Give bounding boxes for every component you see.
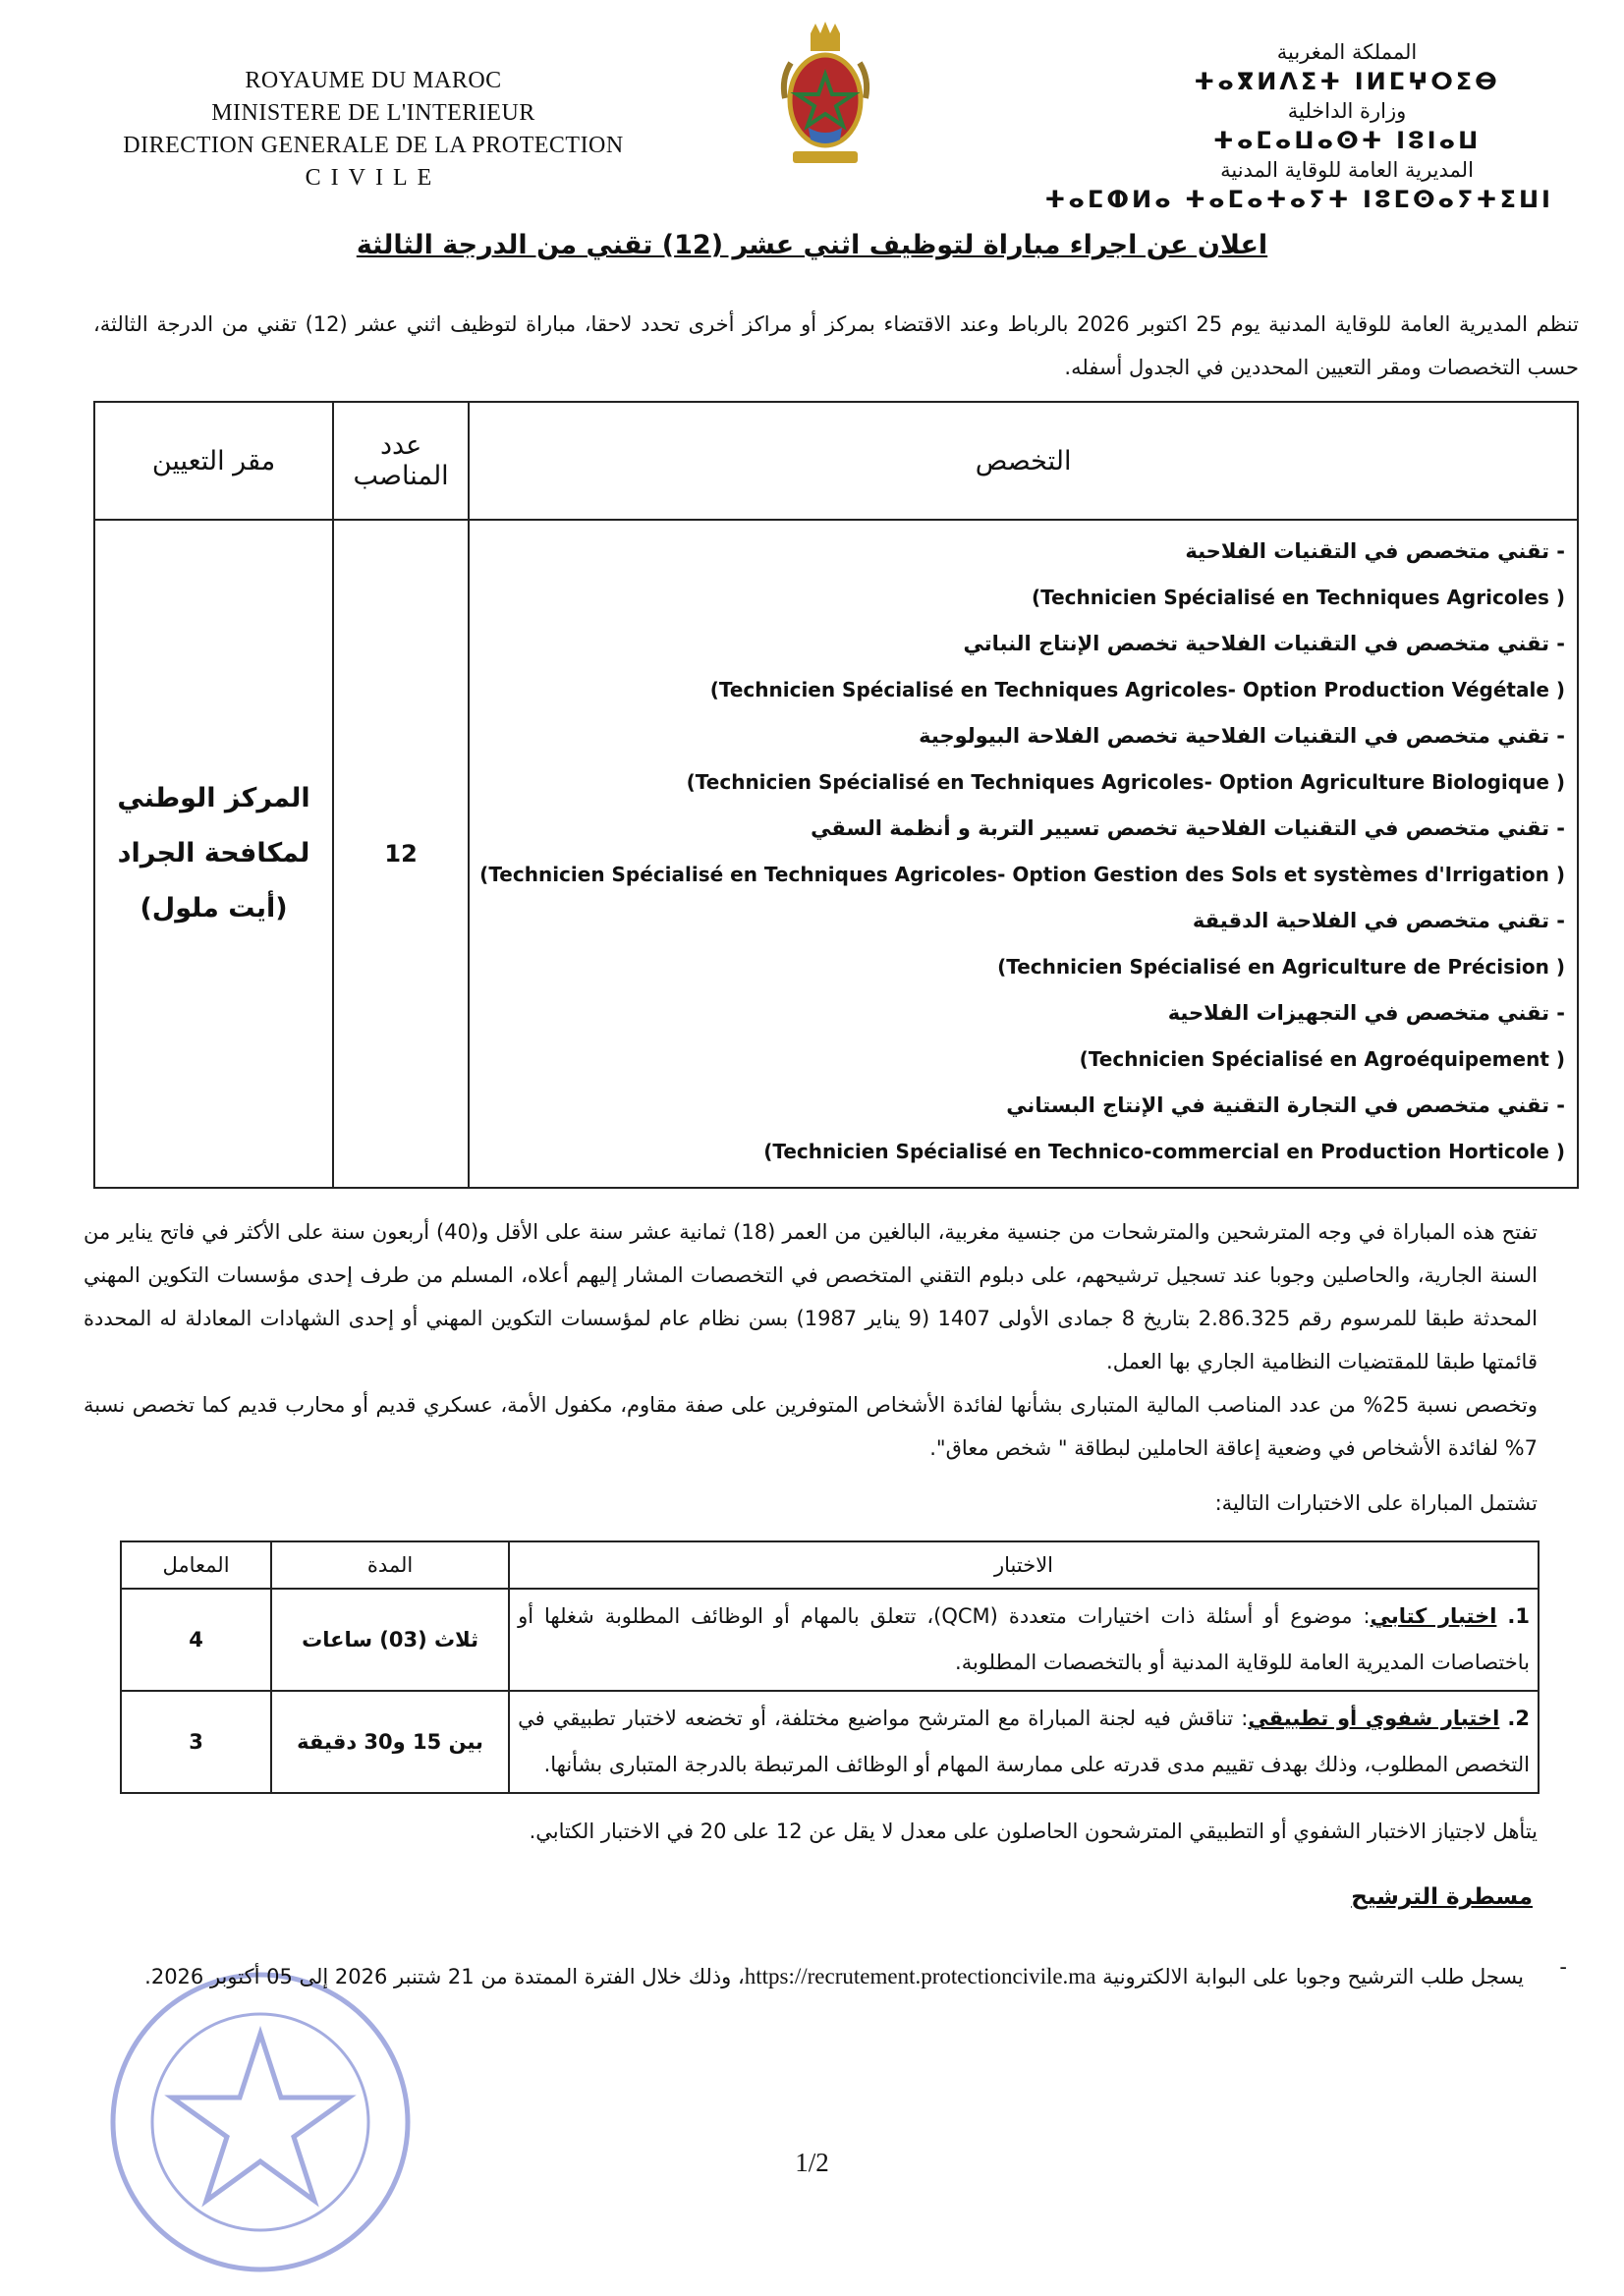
header-exam: الاختبار — [509, 1541, 1539, 1589]
intro-paragraph: تنظم المديرية العامة للوقاية المدنية يوم 25 اكتوبر 2026 بالرباط وعند الاقتضاء بمركز أو مراكز أخرى تحدد لاحقا، مباراة لتوظيف اثني عشر (12) تقني من الدرجة الثالثة، حسب التخصصات ومقر التعيين المحددين في الجدول أسفله. — [93, 312, 1579, 379]
header-specialty: التخصص — [469, 402, 1578, 520]
procedure-text: يسجل طلب الترشيح وجوبا على البوابة الالكترونية — [1102, 1965, 1524, 1988]
exam-num: 1. — [1507, 1604, 1530, 1628]
table-row — [121, 1691, 1539, 1793]
header-ar-kingdom: المملكة المغربية — [1276, 40, 1418, 64]
specialty-fr: (Technicien Spécialisé en Agriculture de Précision ) — [997, 955, 1565, 979]
portal-link[interactable]: https://recrutement.protectioncivile.ma — [744, 1964, 1096, 1988]
exam-description — [509, 1589, 1539, 1691]
specialties-table — [93, 401, 1579, 1189]
table-header-row — [121, 1541, 1539, 1589]
bullet-dash: - — [1559, 1955, 1567, 1979]
procedure-title: مسطرة الترشيح — [1351, 1884, 1533, 1910]
header-tfng-ministry: ⵜⴰⵎⴰⵡⴰⵙⵜ ⵏⵓⵏⴰⵡ — [1212, 127, 1482, 154]
exams-intro: تشتمل المباراة على الاختبارات التالية: — [1214, 1491, 1538, 1515]
exam-desc: : تناقش فيه لجنة المباراة مع المترشح مواضيع مختلفة، أو تخضعه لاختبار تطبيقي في التخصص المطلوب، وذلك بهدف تقييم مدى قدرته على ممارسة المهام أو الوظائف المرتبطة بالدرجة المتبارى بشأنها. — [518, 1707, 1530, 1776]
header-fr-line: CIVILE — [305, 165, 442, 191]
specialty-ar: - تقني متخصص في التجهيزات الفلاحية — [1167, 1001, 1565, 1025]
specialty-fr: (Technicien Spécialisé en Techniques Agricoles ) — [1031, 586, 1565, 609]
exam-num: 2. — [1507, 1707, 1530, 1730]
header-arabic — [1044, 37, 1553, 214]
specialty-ar: - تقني متخصص في التقنيات الفلاحية — [1185, 539, 1565, 563]
exam-desc: : موضوع أو أسئلة ذات اختيارات متعددة (QCM)، تتعلق بالمهام أو الوظائف المطلوبة شغلها أو باختصاصات المديرية العامة للوقاية المدنية أو بالتخصصات المطلوبة. — [518, 1604, 1530, 1674]
page-number: 1/2 — [795, 2148, 829, 2177]
table-row — [94, 520, 1578, 1188]
quota-paragraph: وتخصص نسبة 25% من عدد المناصب المالية المتبارى بشأنها لفائدة الأشخاص المتوفرين على صفة مقاوم، مكفول الأمة، عسكري قديم أو محارب قديم كما تخصص نسبة 7% لفائدة الأشخاص في وضعية إعاقة الحاملين لبطاقة " شخص معاق". — [84, 1393, 1538, 1460]
header-ar-direction: المديرية العامة للوقاية المدنية — [1220, 158, 1474, 182]
assignment-seat: المركز الوطني لمكافحة الجراد (أيت ملول) — [94, 520, 333, 1188]
specialty-ar: - تقني متخصص في الفلاحية الدقيقة — [1192, 909, 1565, 932]
exam-coef: 3 — [121, 1691, 271, 1793]
header-fr-line: MINISTERE DE L'INTERIEUR — [211, 100, 535, 126]
header-fr-line: DIRECTION GENERALE DE LA PROTECTION — [123, 133, 624, 158]
specialty-fr: (Technicien Spécialisé en Techniques Agricoles- Option Agriculture Biologique ) — [686, 770, 1565, 794]
header-duration: المدة — [271, 1541, 509, 1589]
qualify-note: يتأهل لاجتياز الاختبار الشفوي أو التطبيقي المترشحون الحاصلون على معدل لا يقل عن 12 على 20 في الاختبار الكتابي. — [529, 1820, 1538, 1843]
exam-name: اختبار كتابي — [1370, 1604, 1497, 1628]
header-coef: المعامل — [121, 1541, 271, 1589]
header-count: عدد المناصب — [333, 402, 469, 520]
table-row — [121, 1589, 1539, 1691]
header-ar-ministry: وزارة الداخلية — [1287, 99, 1407, 123]
conditions-paragraph: تفتح هذه المباراة في وجه المترشحين والمترشحات من جنسية مغربية، البالغين من العمر (18) ثمانية عشر سنة على الأقل و(40) أربعون سنة على الأكثر في فاتح يناير من السنة الجارية، والحاصلين وجوبا عند تسجيل ترشيحهم، على دبلوم التقني المتخصص في التخصصات المشار إليهم أعلاه، المسلم من طرف إحدى مؤسسات التكوين المهني المحدثة طبقا للمرسوم رقم 2.86.325 بتاريخ 8 جمادى الأولى 1407 (9 يناير 1987) بسن نظام عام لمؤسسات التكوين المهني أو إحدى الشهادات المعادلة له المحددة قائمتها طبقا للمقتضيات النظامية الجاري بها العمل. — [84, 1220, 1539, 1373]
specialty-ar: - تقني متخصص في التقنيات الفلاحية تخصص الإنتاج النباتي — [963, 632, 1565, 655]
coat-of-arms-icon — [771, 20, 879, 177]
positions-count: 12 — [333, 520, 469, 1188]
exams-table — [120, 1540, 1540, 1794]
page-title: اعلان عن اجراء مباراة لتوظيف اثني عشر (12) تقني من الدرجة الثالثة — [356, 230, 1268, 260]
exam-coef: 4 — [121, 1589, 271, 1691]
exam-duration: ثلاث (03) ساعات — [271, 1589, 509, 1691]
specialty-fr: (Technicien Spécialisé en Agroéquipement ) — [1079, 1047, 1565, 1071]
exam-name: اختبار شفوي أو تطبيقي — [1248, 1707, 1500, 1730]
specialty-ar: - تقني متخصص في التجارة التقنية في الإنتاج البستاني — [1006, 1093, 1565, 1117]
header-fr-line: ROYAUME DU MAROC — [245, 68, 502, 93]
specialty-fr: (Technicien Spécialisé en Techniques Agricoles- Option Production Végétale ) — [709, 678, 1565, 701]
specialty-ar: - تقني متخصص في التقنيات الفلاحية تخصص الفلاحة البيولوجية — [919, 724, 1565, 748]
header-tfng-direction: ⵜⴰⵎⵀⵍⴰ ⵜⴰⵎⴰⵜⴰⵢⵜ ⵏⵓⵎⵙⴰⵢⵜⵉⵡⵏ — [1044, 186, 1553, 213]
table-header-row — [94, 402, 1578, 520]
specialty-fr: (Technicien Spécialisé en Technico-commercial en Production Horticole ) — [763, 1140, 1565, 1163]
header-tfng-kingdom: ⵜⴰⴳⵍⴷⵉⵜ ⵏⵍⵎⵖⵔⵉⴱ — [1194, 68, 1500, 95]
exam-description — [509, 1691, 1539, 1793]
procedure-dates: ، وذلك خلال الفترة الممتدة من 21 شتنبر 2026 إلى 05 أكتوبر 2026. — [144, 1965, 745, 1988]
header-french — [79, 65, 668, 195]
exam-duration: بين 15 و30 دقيقة — [271, 1691, 509, 1793]
header-seat: مقر التعيين — [94, 402, 333, 520]
official-stamp-icon — [98, 1960, 422, 2284]
specialty-fr: (Technicien Spécialisé en Techniques Agricoles- Option Gestion des Sols et systèmes d'Irrigation ) — [479, 863, 1565, 886]
procedure-bullet — [84, 1955, 1524, 1998]
specialty-list — [469, 520, 1578, 1188]
specialty-ar: - تقني متخصص في التقنيات الفلاحية تخصص تسيير التربة و أنظمة السقي — [811, 816, 1565, 840]
